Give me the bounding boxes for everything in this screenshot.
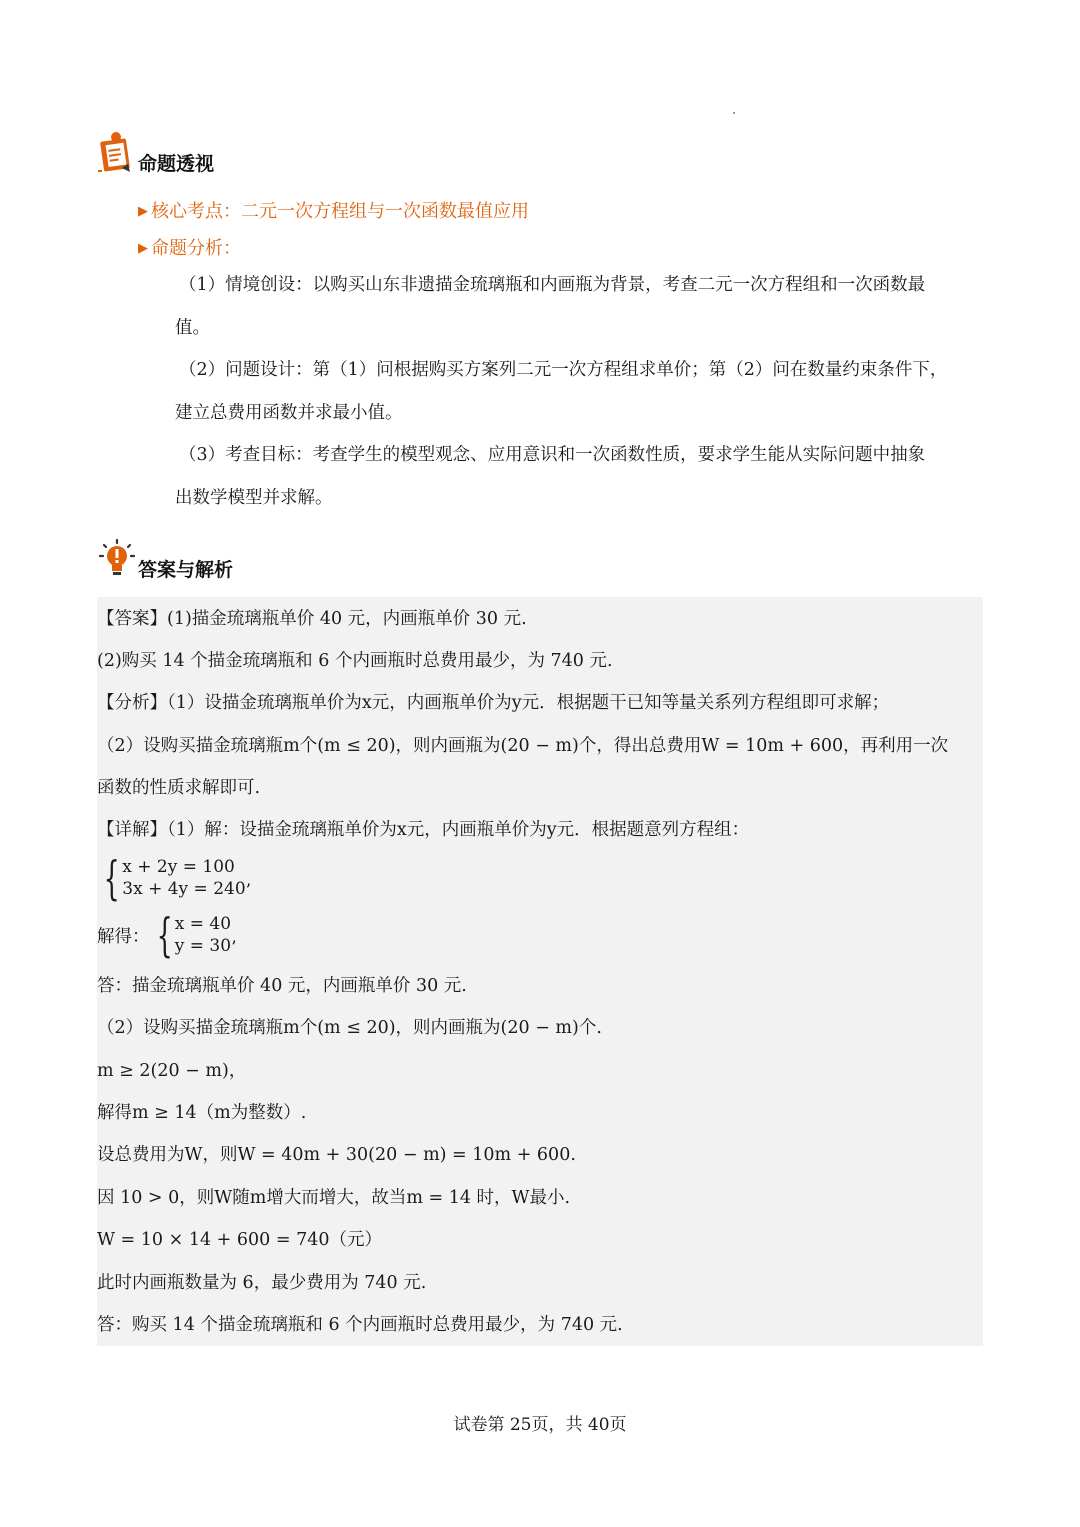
analysis-paragraph: （3）考查目标：考查学生的模型观念、应用意识和一次函数性质，要求学生能从实际问题中抽象 出数学模型并求解。 [175,445,926,508]
analysis-line: 函数的性质求解即可. [97,778,261,798]
core-label: 核心考点： [151,201,241,222]
triangle-right-icon: ▶ [138,204,148,219]
core-value: 二元一次方程组与一次函数最值应用 [241,201,529,222]
brace: { [103,851,120,905]
detail-line: 因 10 > 0，则W随m增大而增大，故当m = 14 时，W最小. [97,1188,571,1208]
detail-line: m ≥ 2(20 − m)， [97,1061,247,1081]
section-title: 命题透视 [138,153,215,175]
equation: y = 30 [174,936,232,956]
detail-line: 解得m ≥ 14（m为整数）. [97,1103,307,1123]
equation-system-1 [97,851,252,905]
analysis-paragraph: （2）问题设计：第（1）问根据购买方案列二元一次方程组求单价；第（2）问在数量约束条件下， 建立总费用函数并求最小值。 [175,360,948,423]
page-footer: 试卷第 25页，共 40页 [453,1415,627,1435]
analysis-paragraph: （1）情境创设：以购买山东非遗描金琉璃瓶和内画瓶为背景，考查二元一次方程组和一次函数最 值。 [175,275,926,338]
analysis-line: 【分析】（1）设描金琉璃瓶单价为x元，内画瓶单价为y元．根据题干已知等量关系列方程组即可求解； [97,693,890,713]
detail-line: W = 10 × 14 + 600 = 740（元） [97,1230,382,1250]
analysis-paragraphs [175,264,985,519]
core-point [138,197,529,223]
analysis-line: （2）设购买描金琉璃瓶m个(m ≤ 20)，则内画瓶为(20 − m)个，得出总费用W = 10m + 600，再利用一次 [97,736,949,756]
stray-dot [733,112,735,114]
solution-label: 解得： [97,926,150,947]
section-header-answer [98,538,233,582]
equation-tail: ’ [231,938,237,958]
section-title: 答案与解析 [138,559,234,581]
section-header-mingti [98,130,214,176]
detail-line: 此时内画瓶数量为 6，最少费用为 740 元. [97,1273,427,1293]
equation-tail: ’ [245,881,252,901]
analysis-label: 命题分析： [151,238,241,259]
equation: x = 40 [174,914,232,934]
detail-line: 设总费用为W，则W = 40m + 30(20 − m) = 10m + 600. [97,1145,576,1165]
clipboard-icon [98,130,136,176]
detail-line: 答：购买 14 个描金琉璃瓶和 6 个内画瓶时总费用最少，为 740 元. [97,1315,623,1335]
detail-line: 【详解】（1）解：设描金琉璃瓶单价为x元，内画瓶单价为y元．根据题意列方程组： [97,820,750,840]
detail-line: （2）设购买描金琉璃瓶m个(m ≤ 20)，则内画瓶为(20 − m)个. [97,1018,602,1038]
answer-line: 【答案】(1)描金琉璃瓶单价 40 元，内画瓶单价 30 元. [97,609,527,629]
answer-line: (2)购买 14 个描金琉璃瓶和 6 个内画瓶时总费用最少，为 740 元. [97,651,613,671]
equation: x + 2y = 100 [122,857,235,877]
brace: { [156,908,173,962]
solution-system [97,908,237,962]
lightbulb-icon [98,538,136,582]
triangle-right-icon: ▶ [138,241,148,256]
detail-line: 答：描金琉璃瓶单价 40 元，内画瓶单价 30 元. [97,976,467,996]
analysis-heading [138,234,241,260]
equation: 3x + 4y = 240 [122,879,246,899]
